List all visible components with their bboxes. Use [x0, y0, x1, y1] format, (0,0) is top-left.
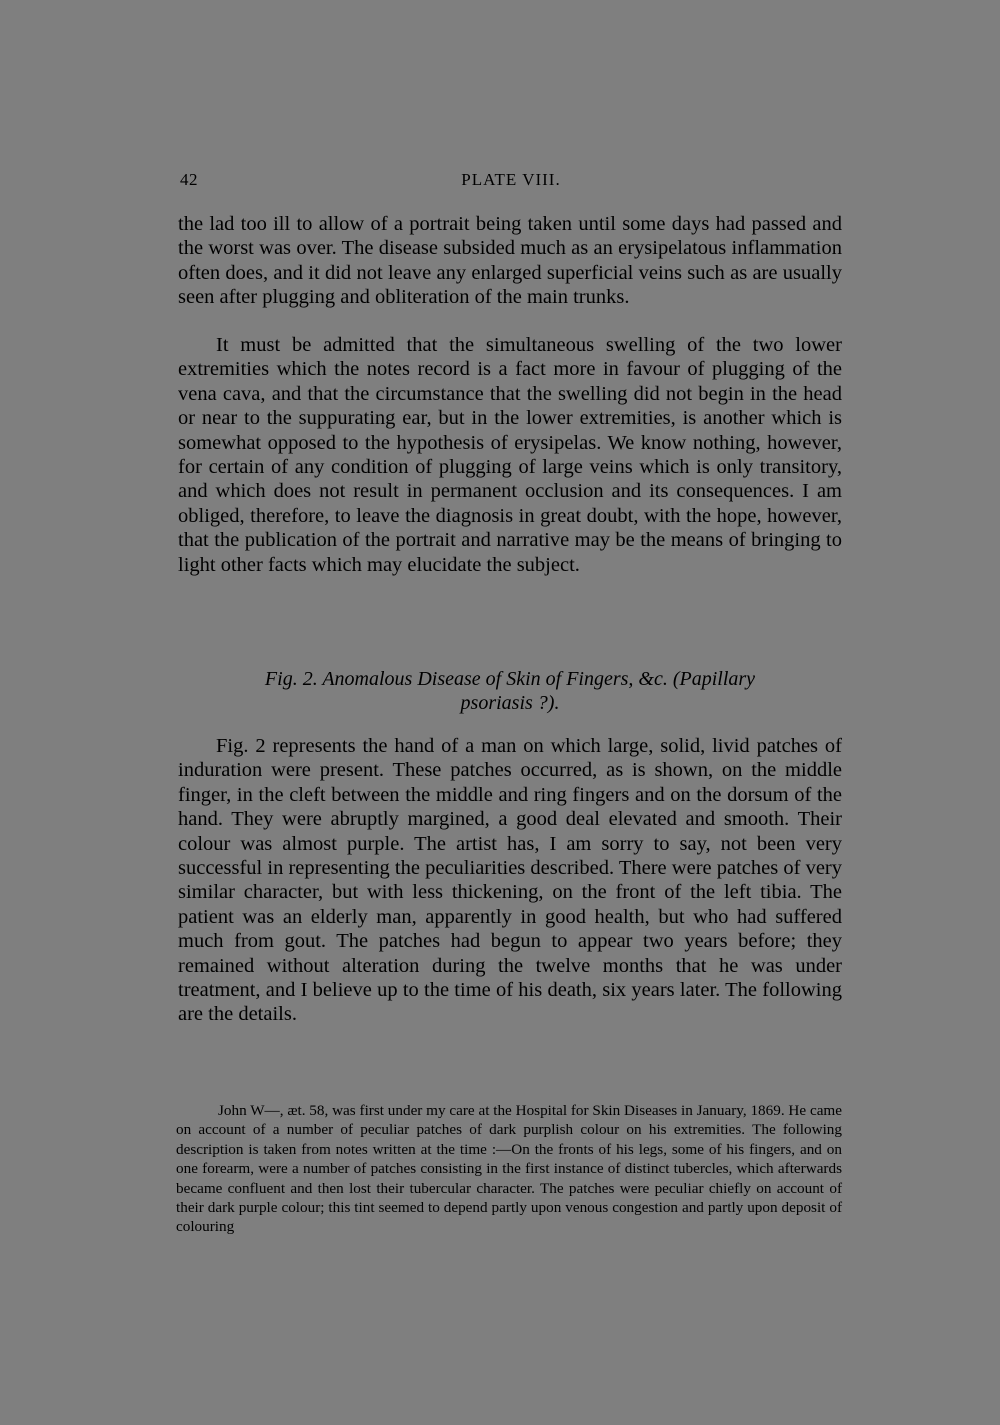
figure-caption-line-2: psoriasis ?).	[460, 692, 560, 714]
case-notes	[176, 1101, 842, 1237]
running-title: PLATE VIII.	[461, 170, 561, 189]
figure-caption	[178, 667, 842, 715]
figure-caption-line-1: Fig. 2. Anomalous Disease of Skin of Fingers, &c. (Papillary	[264, 668, 756, 690]
paragraph-figure-description: Fig. 2 represents the hand of a man on which large, solid, livid patches of induration were present. These patches occurred, as is shown, on the middle finger, in the cleft between the middle and ring fingers and on the dorsum of the hand. They were abruptly margined, a good deal elevated and smooth. Their colour was almost purple. The artist has, I am sorry to say, not been very successful in representing the peculiarities described. There were patches of very similar character, but with less thickening, on the front of the left tibia. The patient was an elderly man, apparently in good health, but who had suffered much from gout. The patches had begun to appear two years before; they remained without alteration during the twelve months that he was under treatment, and I believe up to the time of his death, six years later. The following are the details.	[178, 735, 842, 1026]
body-section-continued	[178, 212, 842, 310]
case-notes-paragraph: John W—, æt. 58, was first under my care at the Hospital for Skin Diseases in January, 1869. He came on account of a number of peculiar patches of dark purplish colour on his extremities. The following description is taken from notes written at the time :—On the fronts of his legs, some of his fingers, and on one forearm, were a number of patches consisting in the first instance of distinct tubercles, which afterwards became confluent and then lost their tubercular character. The patches were peculiar chiefly on account of their dark purple colour; this tint seemed to depend partly upon venous congestion and partly upon deposit of colouring	[176, 1102, 842, 1236]
body-section-figure-description	[178, 734, 842, 1027]
paragraph-continued: the lad too ill to allow of a portrait being taken until some days had passed and the worst was over. The disease subsided much as an erysipelatous inflammation often does, and it did not leave any enlarged superficial veins such as are usually seen after plugging and obliteration of the main trunks.	[178, 213, 842, 309]
paragraph-discussion: It must be admitted that the simultaneous swelling of the two lower extremities which the notes record is a fact more in favour of plugging of the vena cava, and that the circumstance that the swelling did not begin in the head or near to the suppurating ear, but in the lower extremities, is another which is somewhat opposed to the hypothesis of erysipelas. We know nothing, however, for certain of any condition of plugging of large veins which is only transitory, and which does not result in permanent occlusion and its consequences. I am obliged, therefore, to leave the diagnosis in great doubt, with the hope, however, that the publication of the portrait and narrative may be the means of bringing to light other facts which may elucidate the subject.	[178, 334, 842, 576]
body-section-discussion	[178, 333, 842, 577]
page-header	[180, 170, 842, 196]
page-number: 42	[180, 170, 198, 189]
